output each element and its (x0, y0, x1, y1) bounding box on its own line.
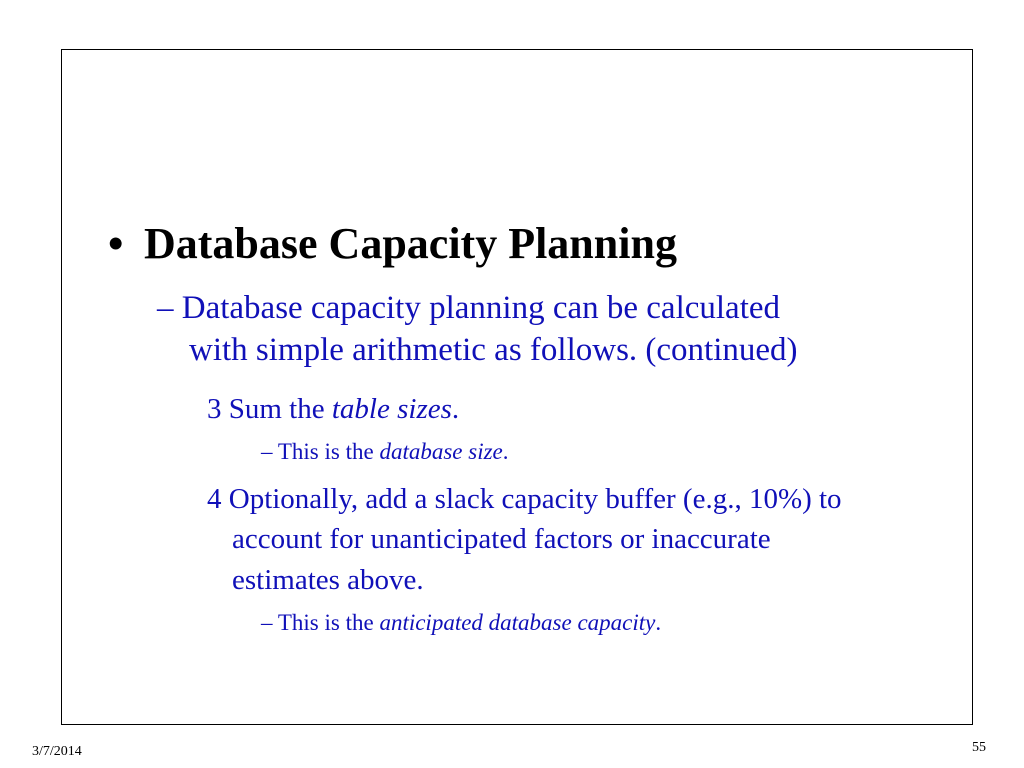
subpoint-line-2 (157, 329, 798, 371)
step-3-text-before: Sum the (228, 393, 332, 425)
step-3-text-after: . (451, 393, 460, 425)
step-4-note-text-after: . (655, 610, 662, 635)
step-4-line-3 (232, 561, 424, 599)
subpoint-line-1 (157, 287, 780, 329)
step-3-note-emphasis: database size (379, 439, 503, 464)
step-3-note-text-after: . (502, 439, 509, 464)
step-3-note (261, 437, 509, 467)
step-4-note (261, 608, 661, 638)
step-4-line-2 (232, 520, 771, 558)
slide-heading (108, 216, 677, 272)
step-4-text-line-2: account for unanticipated factors or inaccurate (232, 523, 771, 555)
step-3-number: 3 (207, 393, 222, 425)
step-4-note-emphasis: anticipated database capacity (379, 610, 656, 635)
bullet-marker: • (108, 219, 124, 268)
step-4-line-1 (207, 480, 842, 518)
step-4-note-text-before: This is the (277, 610, 380, 635)
step-4-text-line-1: Optionally, add a slack capacity buffer (e.g., 10%) to (228, 483, 842, 515)
step-4-note-dash: – (261, 610, 273, 635)
subpoint-text-line-2: with simple arithmetic as follows. (continued) (189, 332, 798, 368)
step-3-emphasis: table sizes (331, 393, 452, 425)
subpoint-text-line-1: Database capacity planning can be calculated (181, 290, 781, 326)
step-3 (207, 390, 459, 428)
step-3-note-text-before: This is the (277, 439, 380, 464)
step-4-text-line-3: estimates above. (232, 564, 424, 596)
step-4-number: 4 (207, 483, 222, 515)
footer-page-number: 55 (972, 740, 986, 755)
footer-date: 3/7/2014 (32, 744, 82, 759)
heading-text: Database Capacity Planning (144, 219, 677, 268)
step-3-note-dash: – (261, 439, 273, 464)
subpoint-dash: – (157, 290, 174, 326)
